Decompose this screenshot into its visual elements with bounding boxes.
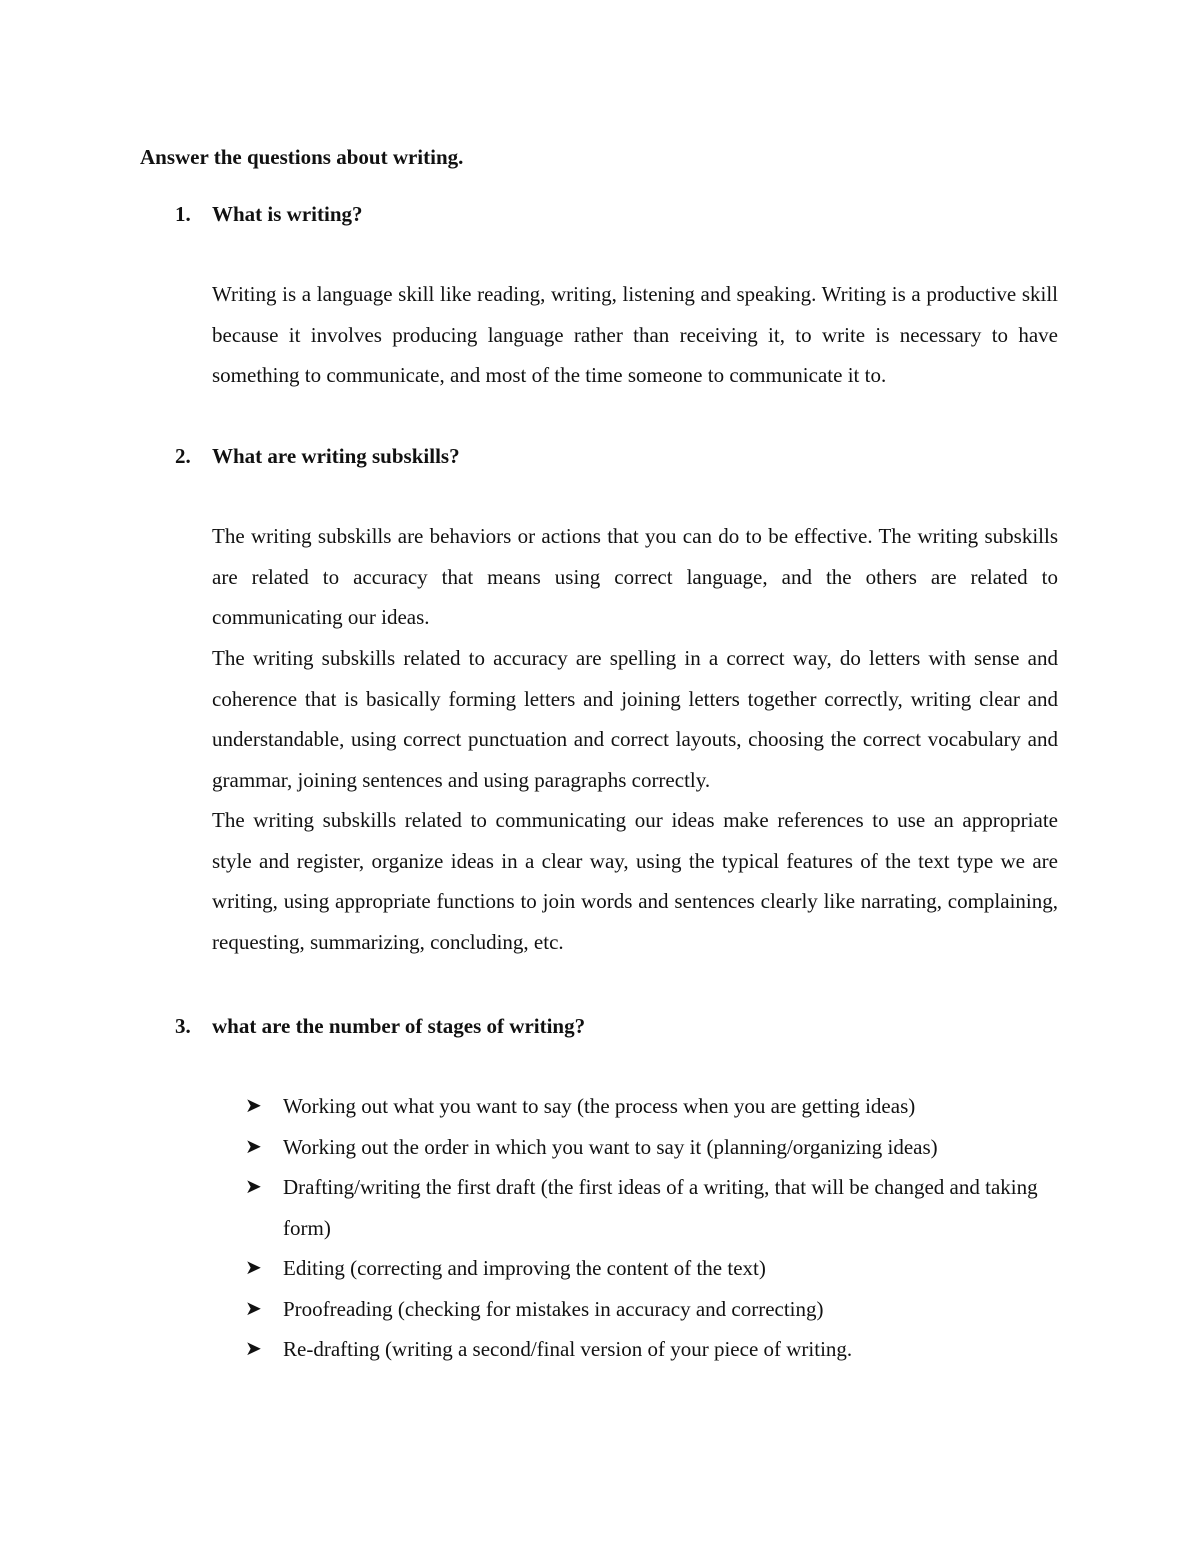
question-2-number: 2.: [175, 444, 191, 468]
list-item-text: Editing (correcting and improving the content of the text): [283, 1256, 766, 1280]
answer-2-paragraph-1: The writing subskills are behaviors or actions that you can do to be effective. The writing subskills are related to accuracy that means using correct language, and the others are related to communicating our ideas.: [212, 524, 1058, 629]
answer-2-paragraph-3: The writing subskills related to communicating our ideas make references to use an appropriate style and register, organize ideas in a clear way, using the typical features of the text type we are writing, using appropriate functions to join words and sentences clearly like narrating, complaining, requesting, summarizing, concluding, etc.: [212, 808, 1058, 954]
list-item-text: Drafting/writing the first draft (the first ideas of a writing, that will be changed and taking form): [283, 1175, 1038, 1240]
arrowhead-bullet-icon: ➤: [245, 1095, 262, 1117]
question-1: [175, 200, 1065, 228]
writing-stages-list: [245, 1086, 1065, 1370]
question-1-number: 1.: [175, 202, 191, 226]
arrowhead-bullet-icon: ➤: [245, 1338, 262, 1360]
list-item: [245, 1329, 1065, 1370]
list-item: [245, 1167, 1065, 1248]
answer-1-paragraph: Writing is a language skill like reading, writing, listening and speaking. Writing is a productive skill because it involves producing language rather than receiving it, to write is necessary to have something to communicate, and most of the time someone to communicate it to.: [212, 282, 1058, 387]
question-3: [175, 1012, 1065, 1040]
list-item-text: Proofreading (checking for mistakes in accuracy and correcting): [283, 1296, 824, 1321]
list-item: [245, 1127, 1065, 1168]
answer-2-paragraph-2: The writing subskills related to accuracy are spelling in a correct way, do letters with sense and coherence that is basically forming letters and joining letters together correctly, writing clear and understandable, using correct punctuation and correct layouts, choosing the correct vocabulary and grammar, joining sentences and using paragraphs correctly.: [212, 646, 1058, 792]
question-2-text: What are writing subskills?: [212, 444, 460, 468]
list-item-text: Working out the order in which you want to say it (planning/organizing ideas): [283, 1134, 938, 1159]
list-item: [245, 1289, 1065, 1330]
list-item-text: Re-drafting (writing a second/final version of your piece of writing.: [283, 1337, 853, 1361]
list-item: [245, 1248, 1065, 1289]
list-item: [245, 1086, 1065, 1127]
question-3-text: what are the number of stages of writing?: [212, 1014, 586, 1038]
arrowhead-bullet-icon: ➤: [245, 1257, 262, 1279]
arrowhead-bullet-icon: ➤: [245, 1297, 262, 1320]
question-3-number: 3.: [175, 1014, 191, 1038]
question-2: [175, 442, 1065, 470]
question-1-text: What is writing?: [212, 202, 363, 226]
arrowhead-bullet-icon: ➤: [245, 1135, 262, 1158]
list-item-text: Working out what you want to say (the process when you are getting ideas): [283, 1094, 916, 1118]
arrowhead-bullet-icon: ➤: [245, 1176, 262, 1198]
document-heading: Answer the questions about writing.: [140, 145, 464, 169]
